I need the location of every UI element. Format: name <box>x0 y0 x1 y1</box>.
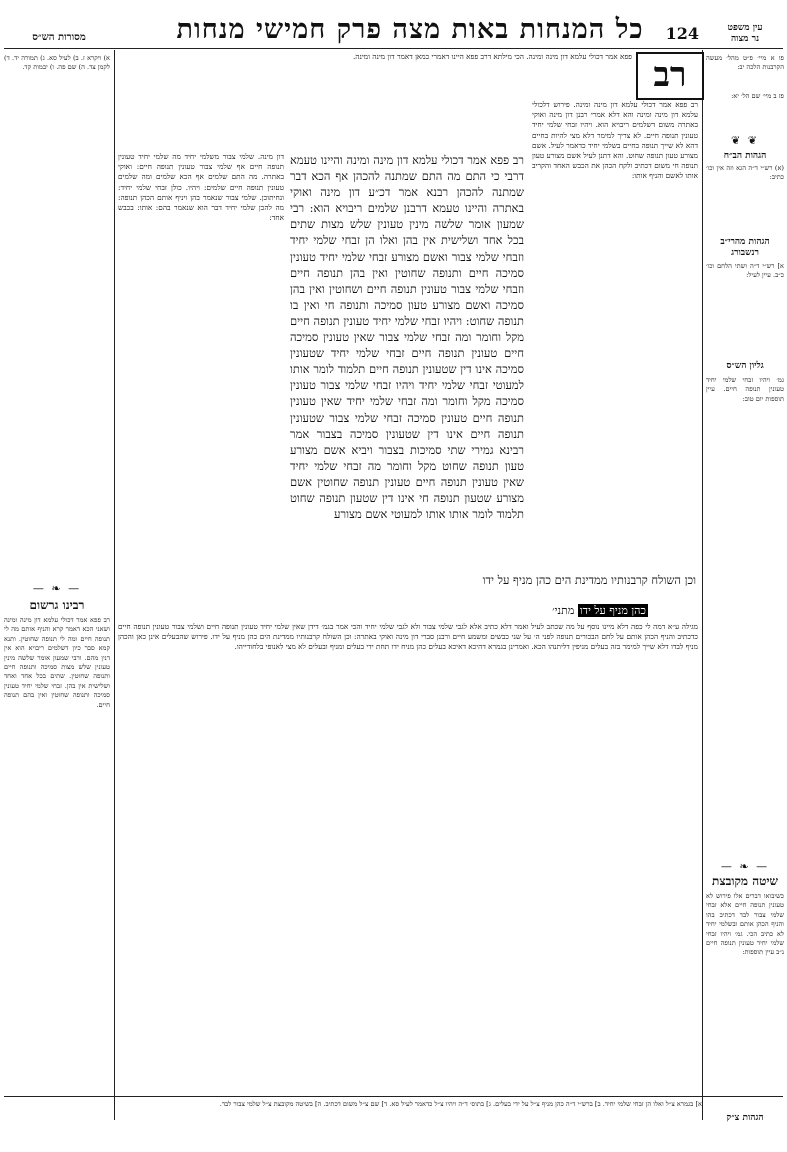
rabeinu-gershom-text: רב פפא אמר דכולי עלמא דון מינה ומינה ושאני הכא דאמר קרא והניף אותם מה לי תנופה חיים ומה לי תנופה שחוטין. ותנא קמא סבר כיון דשלמים ריבויא הוא אין דנין מהם. ורבי שמעון אומר שלשה מינין טעונין שלש מצות סמיכה ותנופה חיים ותנופה שחוטין. שתים בכל אחד ואחד ושלישית אין בהן. זבחי שלמי יחיד טעונין סמיכה ותנופה שחוטין ואין בהם תנופה חיים. <box>4 616 110 709</box>
page-number: 124 <box>665 24 699 43</box>
shita-ornament: — ❧ — <box>720 860 770 873</box>
masoret-hashas-text: א) ויקרא ז. ב) לעיל סא. ג) תמורה יד. ד) לקמן צד. ה) שם פה. ו) יבמות קד. <box>4 54 110 72</box>
ein-mishpat-entry-2: פז ב מיי׳ שם הל׳ יא: <box>731 92 784 100</box>
left-commentary-column: דון מינה. שלמי צבור משלמי יחיד מה שלמי יחיד טעונין תנופה חיים אף שלמי צבור טעונין תנופה חיים: ואוקי באתרה. מה התם שלמים אף הכא שלמים ומה שלמים טעונין תנופה חיים שלמים: ויהיו. כולן זבחי שלמי יחיד: ונחיתוכן. שלמי צבור שנאמר בהן ויניף אותם הכהן תנופה: מה להכן שלמי יחיד דבר הוא שנאמר בהם: אותו: בכבש אחד: <box>118 152 284 223</box>
gilyon-text: גמ׳ ויהיו זבחי שלמי יחיד טעונין תנופה חיים. עיין תוספות יום טוב: <box>706 376 784 403</box>
gilyon-title: גליון הש״ס <box>726 361 764 371</box>
rabeinu-gershom-ornament: — ❧ — <box>32 582 82 595</box>
gemara-text: רב פפא אמר דכולי עלמא דון מינה ומינה והיינו טעמא דרבי כי התם מה התם שמתנה להכהן אף הכא דבר שמתנה להכהן רבנא אמר דכ״ע דון מינה ואוקי באתרה והיינו טעמא דרבנן שלמים ריבויא הוא: רבי שמעון אומר שלשה מינין טעונין שלש מצות שתים בכל אחד ושלישית אין בהן ואלו הן זבחי שלמי יחיד וזבחי שלמי צבור ואשם מצורע זבחי שלמי יחיד טעונין סמיכה חיים ותנופה שחוטין ואין בהן תנופה חיים וזבחי שלמי צבור טעונין תנופה חיים ושחוטין ואין בהן סמיכה ואשם מצורע טעון סמיכה ותנופה חי ואין בו תנופה שחוט: ויהיו זבחי שלמי יחיד טעונין תנופה חיים מקל וחומר ומה זבחי שלמי צבור שאין טעונין סמיכה חיים טעונין תנופה חיים זבחי שלמי יחיד שטעונין סמיכה אינו דין שטעונין תנופה חיים תלמוד לומר אותו למעוטי זבחי שלמי יחיד ויהיו זבחי שלמי צבור טעונין סמיכה מקל וחומר ומה זבחי שלמי יחיד שאין טעונין תנופה חיים טעונין סמיכה זבחי שלמי צבור שטעונין תנופה חיים אינו דין שטעונין סמיכה בצבור אמר רבינא גמירי שתי סמיכות בצבור ויביא אשם מצורע טעון תנופה שחוט מקל וחומר מה זבחי שלמי יחיד שאין טעונין תנופה חיים טעונין תנופה שחוטין אשם מצורע שטעון תנופה חי אינו דין שטעון תנופה שחוט תלמוד לומר אותו אותו למעוטי אשם מצורע <box>290 153 524 522</box>
mishnah-label: מתני׳ <box>552 604 575 617</box>
ein-mishpat-entry-1: פו א מיי׳ פ״ט מהל׳ מעשה הקרבנות הלכה יב: <box>706 54 784 72</box>
divider-ornament: ❦ ❦ <box>731 134 759 147</box>
shita-text: כשיבואו דברים אלו פירוש לא טעונין תנופה חיים אלא זבחי שלמי צבור לבד דכתיב בהו והניף הכהן אותם ובשלמי יחיד לא כתיב הכי. גמ׳ ויהיו זבחי שלמי יחיד טעונין תנופה חיים נ״ב עיין תוספות: <box>706 892 784 957</box>
rabeinu-gershom-title: רבינו גרשום <box>29 598 85 612</box>
hagahot-bach-text: (א) רש״י ד״ה הגא וזה אין וכו׳ כתיב: <box>706 164 784 182</box>
left-margin-divider <box>114 50 115 1120</box>
hagahot-gra-text: א] רש״י ד״ה ושתי הלחם וכו׳ כ״ב. עיין לעיל: <box>706 262 784 280</box>
top-commentary: פפא אמר דכולי עלמא דון מינה ומינה. הכי מילתא דרב פפא היינו דאמרי כמאן דאמר דון מינה ומינה. <box>352 52 632 61</box>
gemara-continuation: וכן השולח קרבנותיו ממדינת הים כהן מניף על ידו <box>482 573 696 587</box>
opening-word-block <box>636 52 704 100</box>
header-rule <box>4 48 783 49</box>
rashi-column: רב פפא אמר דכולי עלמא דון מינה ומינה. פירוש דלכולי עלמא דון מינה ומינה והא דלא אמרי רבנן דון מינה ואוקי באתרה משום דשלמים ריבויא הוא. ויהיו זבחי שלמי יחיד טעונין תנופה חיים. לא צריך למימר דלא מצי להיות בחיים דהא לא שייך תנופה בחיים בשלמי יחיד כדאמר לעיל. אשם מצורע טעון תנופה שחוט. והא דתנן לעיל אשם מצורע טעון תנופה חי משום דכתיב ולקח הכהן את הכבש האחד והקריב אותו לאשם והניף אותו: <box>532 100 698 181</box>
hagahot-gra-title: הגהות מהרי״ב רנשבורג <box>720 237 770 258</box>
footnote-rule <box>4 1096 783 1097</box>
bottom-commentary: מגילה ע״א דמה לי כפה דלא מיינו נוסף על מה שכתב לעיל ואמר דלא כתיב אלא לגבי שלמי צבור ולא לגבי שלמי יחיד והכי אמר בגמ׳ דידן שאין שלמי יחיד טעונין תנופה חיים ושלמי צבור טעונין תנופה חיים כדכתיב והניף הכהן אותם על לחם הבכורים תנופה לפני ה׳ על שני כבשים ומשמע חיים ורבנן סברי דון מינה ואוקי באתרה: וכן השולח קרבנותיו ממדינת הים כהן מניף על ידו. פירוש שהבעלים אינן כאן והכהן מניף לבדו דלא שייך למימר בזה בעלים מניפין דליתנהו הכא. ואמרינן בגמרא דהיכא דאיכא בעלים כהן מניח ידו תחת ידי בעלים ומניף ובעלים לא מצי לאנופי בלחודייהו. <box>118 622 698 652</box>
shita-title: שיטה מקובצת <box>712 874 778 888</box>
opening-word: רב <box>653 55 687 95</box>
hagahot-bach-title: הגהות הב״ח <box>723 151 767 161</box>
footnotes-text: א] בגמרא צ״ל ואלו הן זבחי שלמי יחיד. ב] ברש״י ד״ה כהן מניף צ״ל על ידי בעלים. ג] בתוס׳ ד״ה ויהיו צ״ל כדאמר לעיל סא. ד] שם צ״ל משום דכתיב. ה] בשיטה מקובצת צ״ל שלמי צבור לבד. <box>219 1100 702 1108</box>
ein-mishpat-label: עין משפט נר מצוה <box>727 23 763 44</box>
mishnah-marker <box>540 604 660 617</box>
header-title: כל המנחות באות מצה פרק חמישי מנחות <box>176 14 644 45</box>
footnotes-label: הגהות צ״ק <box>726 1113 764 1123</box>
right-margin-divider <box>702 50 703 1120</box>
highlighted-phrase: כהן מניף על ידו <box>579 604 646 617</box>
masoret-label: מסורות הש״ס <box>32 32 86 43</box>
